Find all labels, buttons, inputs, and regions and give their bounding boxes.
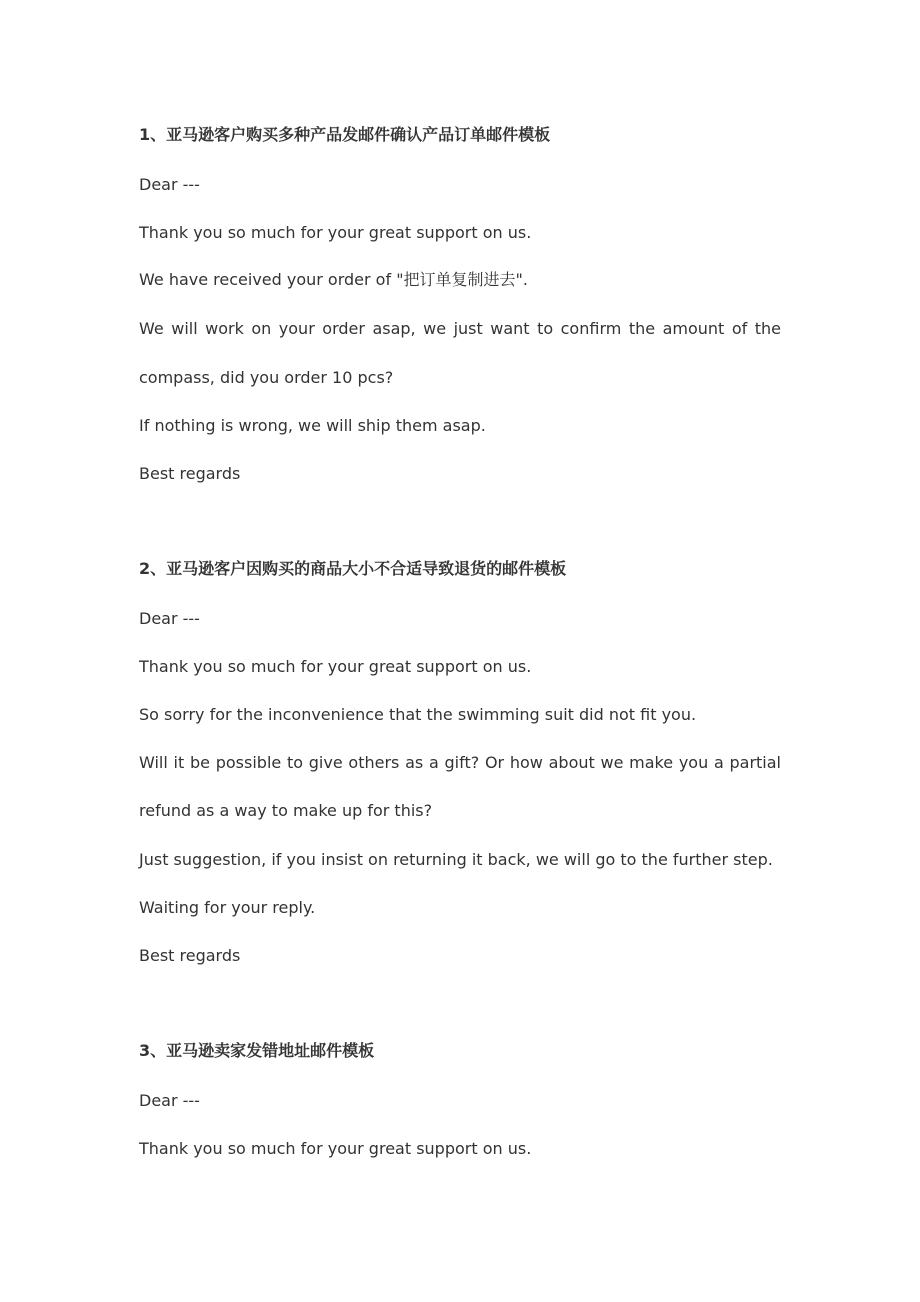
section-1-line: Thank you so much for your great support on us. [139, 223, 532, 242]
section-2-line: Waiting for your reply. [139, 898, 316, 917]
section-3-greeting: Dear --- [139, 1091, 200, 1110]
section-2-heading: 2、亚马逊客户因购买的商品大小不合适导致退货的邮件模板 [139, 559, 567, 578]
section-2-line: Just suggestion, if you insist on returning it back, we will go to the further step. [139, 850, 773, 869]
section-2-line: So sorry for the inconvenience that the swimming suit did not fit you. [139, 705, 697, 724]
section-1-line: We have received your order of "把订单复制进去". [139, 270, 528, 289]
section-3-heading: 3、亚马逊卖家发错地址邮件模板 [139, 1041, 375, 1060]
section-1-line: We will work on your order asap, we just want to confirm the amount of the [139, 319, 781, 338]
section-1-greeting: Dear --- [139, 175, 200, 194]
section-3-line: Thank you so much for your great support on us. [139, 1139, 532, 1158]
section-1-closing: Best regards [139, 464, 241, 483]
section-2-line: Thank you so much for your great support on us. [139, 657, 532, 676]
section-2-line: Will it be possible to give others as a gift? Or how about we make you a partial [139, 753, 781, 772]
section-2-line: refund as a way to make up for this? [139, 801, 433, 820]
section-2-greeting: Dear --- [139, 609, 200, 628]
section-2-closing: Best regards [139, 946, 241, 965]
section-1-heading: 1、亚马逊客户购买多种产品发邮件确认产品订单邮件模板 [139, 125, 551, 144]
section-1-line: compass, did you order 10 pcs? [139, 368, 394, 387]
section-1-line: If nothing is wrong, we will ship them asap. [139, 416, 486, 435]
